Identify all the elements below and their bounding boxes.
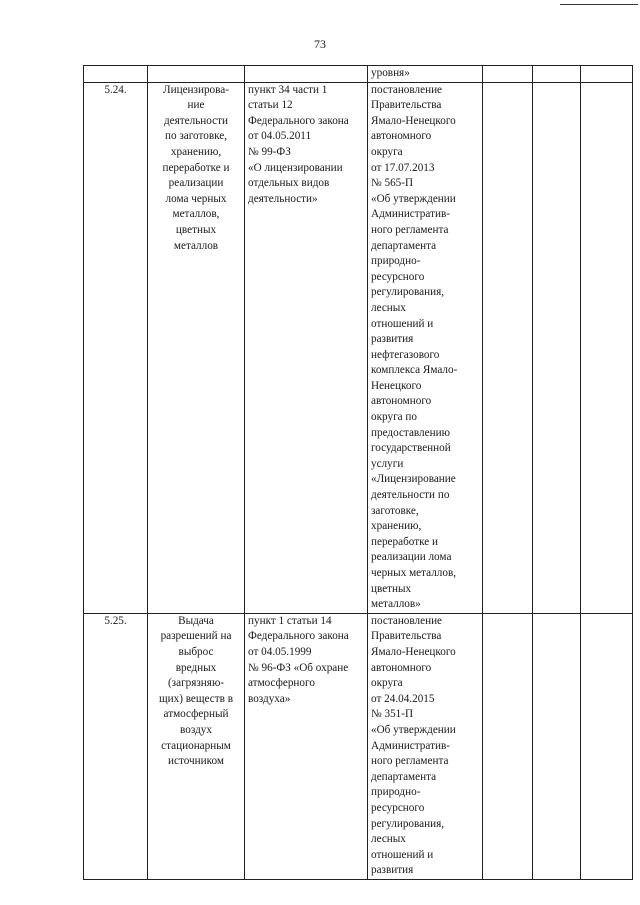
service-name bbox=[148, 613, 245, 879]
text-line: автономного bbox=[371, 395, 432, 408]
text-line: металлов» bbox=[371, 598, 421, 611]
table-row bbox=[84, 82, 633, 613]
text-line: разрешений на bbox=[160, 630, 232, 643]
text-line: ние bbox=[187, 99, 205, 112]
text-line: хранению, bbox=[371, 520, 422, 533]
text-line: лесных bbox=[371, 833, 406, 846]
text-line: от 04.05.2011 bbox=[248, 130, 312, 143]
text-line: переработке и bbox=[371, 535, 439, 548]
text-line: от 17.07.2013 bbox=[371, 161, 435, 174]
cell-empty bbox=[483, 82, 533, 613]
text-line: черных металлов, bbox=[371, 567, 457, 579]
text-line: хранению, bbox=[170, 145, 222, 158]
page-number: 73 bbox=[314, 37, 326, 51]
top-edge-line bbox=[560, 4, 638, 5]
text-line: пункт 34 части 1 bbox=[248, 83, 328, 96]
text-line: цветных bbox=[175, 223, 217, 236]
continuation-row bbox=[84, 66, 633, 83]
cell-empty bbox=[483, 66, 533, 83]
text-line: воздух bbox=[180, 723, 212, 736]
text-line: округа bbox=[371, 145, 403, 158]
text-line: ресурсного bbox=[371, 270, 425, 283]
text-line: Ненецкого bbox=[371, 379, 422, 392]
text-line: постановление bbox=[371, 83, 443, 96]
text-line: атмосферный bbox=[163, 708, 229, 721]
text-line: Федерального закона bbox=[248, 114, 349, 127]
text-line: природно- bbox=[371, 255, 421, 268]
service-name bbox=[148, 82, 245, 613]
regulation bbox=[368, 613, 483, 879]
text-line: развития bbox=[371, 333, 414, 346]
text-line: цветных bbox=[371, 582, 412, 595]
cell-empty bbox=[483, 613, 533, 879]
text-line: «О лицензировании bbox=[248, 161, 343, 174]
text-line: государственной bbox=[371, 442, 451, 455]
text-line: лесных bbox=[371, 301, 406, 314]
text-line: Административ- bbox=[371, 208, 450, 221]
text-line: Лицензирова- bbox=[163, 83, 229, 96]
cell-empty bbox=[533, 613, 581, 879]
text-line: департамента bbox=[371, 770, 437, 783]
text-line: ного регламента bbox=[371, 223, 449, 236]
text-line: металлов bbox=[173, 239, 219, 252]
text-line: постановление bbox=[371, 614, 443, 627]
text-line: заготовке, bbox=[371, 504, 419, 517]
services-table bbox=[83, 65, 633, 880]
text-line: отношений и bbox=[371, 317, 434, 330]
text-line: отдельных видов bbox=[248, 177, 330, 190]
cell-empty bbox=[581, 66, 633, 83]
text-line: атмосферного bbox=[248, 677, 315, 690]
cell-service bbox=[148, 66, 245, 83]
text-line: автономного bbox=[371, 130, 432, 143]
text-line: № 99-ФЗ bbox=[248, 145, 291, 158]
text-line: развития bbox=[371, 864, 414, 877]
text-line: «Об утверждении bbox=[371, 192, 456, 205]
text-line: ресурсного bbox=[371, 801, 425, 814]
text-line: природно- bbox=[371, 786, 421, 799]
text-line: реализации bbox=[168, 177, 224, 190]
cell-num bbox=[84, 66, 148, 83]
text-line: департамента bbox=[371, 239, 437, 252]
text-line: регулирования, bbox=[371, 817, 445, 830]
text-line: Ямало-Ненецкого bbox=[371, 114, 456, 127]
cell-empty bbox=[581, 613, 633, 879]
text-line: от 24.04.2015 bbox=[371, 692, 435, 705]
text-line: № 351-П bbox=[371, 708, 414, 721]
text-line: металлов, bbox=[172, 208, 220, 221]
text-line: щих) веществ в bbox=[159, 692, 233, 705]
text-line: № 565-П bbox=[371, 177, 414, 190]
text-line: деятельности по bbox=[371, 489, 450, 502]
text-line: по заготовке, bbox=[164, 130, 228, 143]
text-line: (загрязняю- bbox=[167, 677, 225, 690]
row-number: 5.24. bbox=[84, 82, 148, 613]
text-line: от 04.05.1999 bbox=[248, 645, 312, 658]
text-line: статьи 12 bbox=[248, 99, 293, 112]
cell-empty bbox=[533, 82, 581, 613]
text-line: «Лицензирование bbox=[371, 473, 456, 486]
text-line: уровня» bbox=[371, 67, 410, 79]
text-line: Федерального закона bbox=[248, 630, 349, 643]
text-line: Выдача bbox=[178, 614, 214, 627]
cell-regulation bbox=[368, 66, 483, 83]
text-line: регулирования, bbox=[371, 286, 445, 299]
text-line: реализации лома bbox=[371, 551, 452, 564]
text-line: деятельности bbox=[163, 114, 229, 127]
text-line: источником bbox=[168, 755, 224, 768]
cell-empty bbox=[533, 66, 581, 83]
text-line: Правительства bbox=[371, 630, 442, 643]
text-line: лома черных bbox=[165, 192, 227, 205]
text-line: округа по bbox=[371, 411, 418, 424]
text-line: нефтегазового bbox=[371, 348, 440, 361]
text-line: воздуха» bbox=[248, 692, 291, 705]
text-line: деятельности» bbox=[248, 192, 318, 205]
text-line: округа bbox=[371, 677, 403, 690]
text-line: выброс bbox=[178, 645, 214, 658]
row-number: 5.25. bbox=[84, 613, 148, 879]
text-line: пункт 1 статьи 14 bbox=[248, 614, 332, 627]
regulation bbox=[368, 82, 483, 613]
cell-empty bbox=[581, 82, 633, 613]
text-line: Ямало-Ненецкого bbox=[371, 645, 456, 658]
cell-law bbox=[245, 66, 368, 83]
text-line: переработке и bbox=[162, 161, 230, 174]
text-line: «Об утверждении bbox=[371, 723, 456, 736]
legal-basis bbox=[245, 613, 368, 879]
text-line: комплекса Ямало- bbox=[371, 364, 458, 377]
text-line: предоставлению bbox=[371, 426, 450, 439]
text-line: ного регламента bbox=[371, 755, 449, 768]
text-line: Правительства bbox=[371, 99, 442, 112]
text-line: автономного bbox=[371, 661, 432, 674]
table-row bbox=[84, 613, 633, 879]
text-line: вредных bbox=[175, 661, 217, 674]
text-line: стационарным bbox=[161, 739, 231, 752]
legal-basis bbox=[245, 82, 368, 613]
text-line: отношений и bbox=[371, 848, 434, 861]
text-line: Административ- bbox=[371, 739, 450, 752]
text-line: № 96-ФЗ «Об охране bbox=[248, 661, 349, 674]
text-line: услуги bbox=[371, 457, 404, 470]
